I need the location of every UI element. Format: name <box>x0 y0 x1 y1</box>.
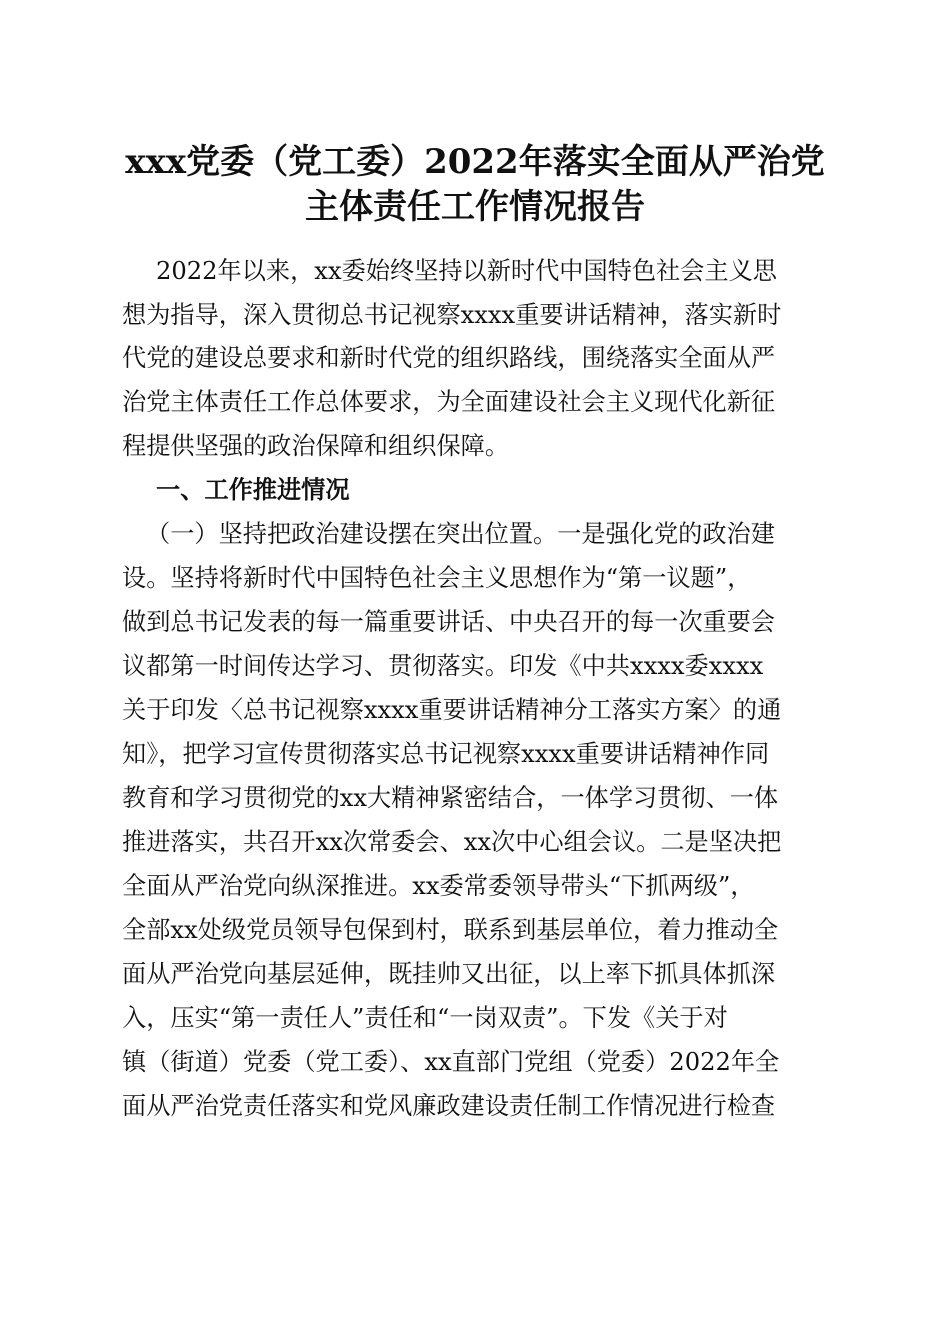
section-heading: 一、工作推进情况 <box>156 476 350 504</box>
section-paragraph-line: 关于印发〈总书记视察xxxx重要讲话精神分工落实方案〉的通 <box>122 696 782 724</box>
section-paragraph-line: 教育和学习贯彻党的xx大精神紧密结合，一体学习贯彻、一体 <box>122 784 779 812</box>
intro-paragraph-line: 治党主体责任工作总体要求，为全面建设社会主义现代化新征 <box>122 388 776 416</box>
intro-paragraph-line: 代党的建设总要求和新时代党的组织路线，围绕落实全面从严 <box>122 344 776 372</box>
section-paragraph-line: 知》，把学习宣传贯彻落实总书记视察xxxx重要讲话精神作同 <box>122 740 770 768</box>
section-paragraph-line: 全面从严治党向纵深推进。xx委常委领导带头“下抓两级”， <box>122 872 755 900</box>
section-paragraph-line: 推进落实，共召开xx次常委会、xx次中心组会议。二是坚决把 <box>122 828 782 856</box>
section-paragraph-line: 全部xx处级党员领导包保到村，联系到基层单位，着力推动全 <box>122 916 779 944</box>
section-paragraph-line: 入，压实“第一责任人”责任和“一岗双责”。下发《关于对 <box>122 1004 728 1032</box>
section-paragraph-line: 面从严治党责任落实和党风廉政建设责任制工作情况进行检查 <box>122 1092 776 1120</box>
section-paragraph-line: 设。坚持将新时代中国特色社会主义思想作为“第一议题”， <box>122 564 752 592</box>
section-paragraph-line: 议都第一时间传达学习、贯彻落实。印发《中共xxxx委xxxx <box>122 652 764 680</box>
section-paragraph-line: 做到总书记发表的每一篇重要讲话、中央召开的每一次重要会 <box>122 608 776 636</box>
document-title-line-1: xxx党委（党工委）2022年落实全面从严治党 <box>125 142 825 182</box>
section-paragraph-line: 镇（街道）党委（党工委）、xx直部门党组（党委）2022年全 <box>122 1048 780 1076</box>
intro-paragraph-line: 程提供坚强的政治保障和组织保障。 <box>122 432 510 460</box>
document-title-line-2: 主体责任工作情况报告 <box>305 187 645 227</box>
section-paragraph-line: （一）坚持把政治建设摆在突出位置。一是强化党的政治建 <box>146 520 775 548</box>
intro-paragraph-line: 想为指导，深入贯彻总书记视察xxxx重要讲话精神，落实新时 <box>122 301 782 329</box>
section-paragraph-line: 面从严治党向基层延伸，既挂帅又出征，以上率下抓具体抓深 <box>122 960 776 988</box>
intro-paragraph-line: 2022年以来，xx委始终坚持以新时代中国特色社会主义思 <box>156 257 777 285</box>
